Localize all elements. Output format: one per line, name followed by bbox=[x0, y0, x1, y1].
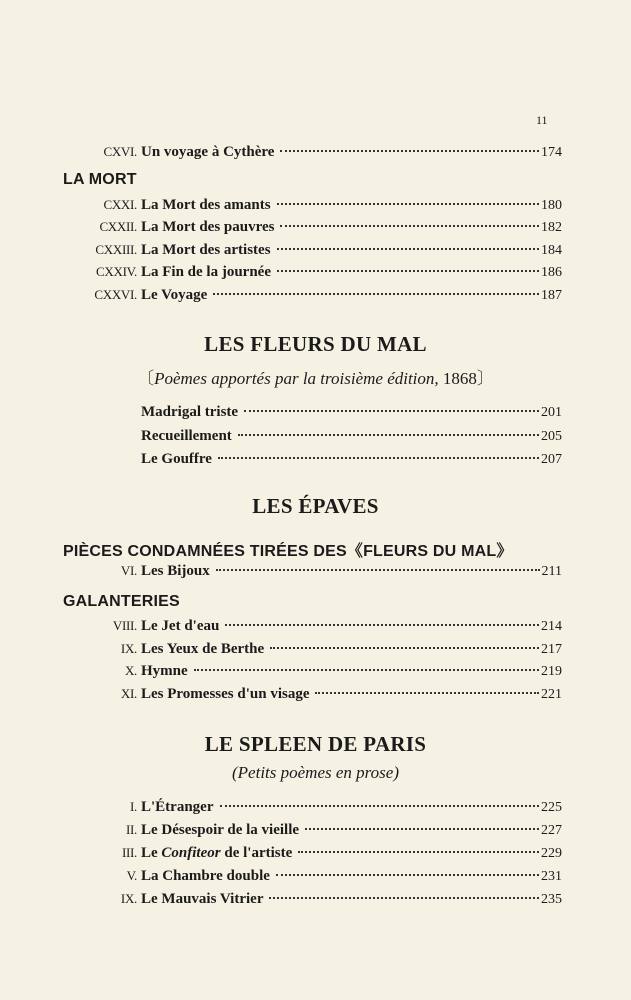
entry-title: La Mort des pauvres bbox=[141, 219, 275, 235]
entry-page: 180 bbox=[541, 198, 562, 213]
entry-title: Les Promesses d'un visage bbox=[141, 686, 310, 702]
section-heading-spleen-de-paris: LE SPLEEN DE PARIS bbox=[204, 732, 427, 756]
toc-entry bbox=[60, 264, 562, 286]
entry-page: 235 bbox=[541, 892, 562, 907]
entry-page: 207 bbox=[541, 452, 562, 467]
dot-leader bbox=[270, 647, 539, 649]
entry-title: Recueillement bbox=[141, 428, 232, 444]
entry-page: 201 bbox=[541, 405, 562, 420]
entry-title: Le Désespoir de la vieille bbox=[141, 822, 300, 838]
entry-page: 217 bbox=[541, 642, 562, 657]
entry-page: 231 bbox=[541, 869, 562, 884]
entry-number: V. bbox=[126, 868, 137, 883]
section-heading-la-mort: LA MORT bbox=[63, 171, 137, 188]
toc-entry bbox=[60, 242, 562, 264]
entry-page: 225 bbox=[541, 800, 562, 815]
toc-entry bbox=[60, 891, 562, 913]
entry-number: II. bbox=[125, 822, 137, 837]
entry-page: 205 bbox=[541, 429, 562, 444]
bracket-open: 〔 bbox=[137, 369, 155, 388]
entry-title: La Fin de la journée bbox=[141, 264, 271, 280]
entry-page: 221 bbox=[541, 687, 562, 702]
entry-number: VI. bbox=[120, 563, 137, 578]
dot-leader bbox=[225, 624, 539, 626]
entry-page: 214 bbox=[541, 619, 562, 634]
title-part: de l'artiste bbox=[220, 845, 293, 861]
entry-title: Le Mauvais Vitrier bbox=[141, 891, 264, 907]
entry-title: La Mort des amants bbox=[141, 197, 271, 213]
subtitle-text: Poèmes apportés par la troisième édition, bbox=[154, 369, 439, 388]
toc-entry bbox=[60, 799, 562, 821]
section-subtitle: (Petits poèmes en prose) bbox=[232, 763, 399, 782]
entry-number: VIII. bbox=[112, 618, 137, 633]
toc-entry bbox=[60, 663, 562, 685]
entry-page: 227 bbox=[541, 823, 562, 838]
entry-number: CXXIV. bbox=[96, 264, 137, 279]
entry-page: 229 bbox=[541, 846, 562, 861]
dot-leader bbox=[298, 851, 539, 853]
toc-entry bbox=[60, 686, 562, 708]
dot-leader bbox=[277, 270, 539, 272]
entry-title: La Chambre double bbox=[141, 868, 270, 884]
entry-title: L'Étranger bbox=[141, 799, 214, 815]
dot-leader bbox=[244, 410, 539, 412]
entry-page: 211 bbox=[541, 564, 562, 579]
dot-leader bbox=[277, 203, 539, 205]
subsection-heading-galanteries: GALANTERIES bbox=[63, 593, 180, 610]
dot-leader bbox=[276, 874, 539, 876]
subsection-heading-condamnees: PIÈCES CONDAMNÉES TIRÉES DES《FLEURS DU MAL》 bbox=[63, 543, 513, 560]
entry-number: CXXII. bbox=[99, 219, 137, 234]
dot-leader bbox=[194, 669, 539, 671]
entry-number: I. bbox=[130, 799, 137, 814]
entry-number: CXXVI. bbox=[94, 287, 137, 302]
entry-title: Le Gouffre bbox=[141, 451, 212, 467]
toc-entry bbox=[60, 845, 562, 867]
entry-page: 187 bbox=[541, 288, 562, 303]
bracket-close: 〕 bbox=[476, 369, 494, 388]
entry-title: Un voyage à Cythère bbox=[141, 144, 275, 160]
toc-entry bbox=[60, 451, 562, 473]
dot-leader bbox=[218, 457, 539, 459]
title-part: Le bbox=[141, 845, 162, 861]
entry-title: Les Yeux de Berthe bbox=[141, 641, 265, 657]
section-heading-epaves: LES ÉPAVES bbox=[252, 494, 379, 518]
entry-page: 182 bbox=[541, 220, 562, 235]
toc-entry bbox=[60, 219, 562, 241]
entry-title: La Mort des artistes bbox=[141, 242, 271, 258]
entry-number: IX. bbox=[120, 641, 137, 656]
title-italic-part: Confiteor bbox=[161, 845, 221, 861]
entry-title: Les Bijoux bbox=[141, 563, 210, 579]
toc-entry bbox=[60, 641, 562, 663]
page-number: 11 bbox=[536, 113, 548, 127]
entry-page: 219 bbox=[541, 664, 562, 679]
dot-leader bbox=[305, 828, 539, 830]
entry-number: CXVI. bbox=[103, 144, 137, 159]
dot-leader bbox=[216, 569, 540, 571]
toc-entry bbox=[60, 618, 562, 640]
dot-leader bbox=[220, 805, 540, 807]
entry-title: Madrigal triste bbox=[141, 404, 239, 420]
toc-entry bbox=[60, 868, 562, 890]
entry-number: XI. bbox=[120, 686, 137, 701]
dot-leader bbox=[280, 225, 539, 227]
section-heading-fleurs-du-mal: LES FLEURS DU MAL bbox=[204, 332, 427, 356]
toc-entry bbox=[60, 287, 562, 309]
toc-entry bbox=[60, 563, 562, 585]
entry-number: IX. bbox=[120, 891, 137, 906]
dot-leader bbox=[238, 434, 539, 436]
dot-leader bbox=[315, 692, 539, 694]
entry-title: Le Voyage bbox=[141, 287, 208, 303]
entry-title: Le Jet d'eau bbox=[141, 618, 220, 634]
section-subtitle bbox=[0, 364, 631, 389]
entry-page: 186 bbox=[541, 265, 562, 280]
dot-leader bbox=[213, 293, 539, 295]
entry-number: CXXI. bbox=[103, 197, 137, 212]
dot-leader bbox=[269, 897, 539, 899]
toc-entry bbox=[60, 197, 562, 219]
entry-number: III. bbox=[121, 845, 137, 860]
entry-title: Hymne bbox=[141, 663, 188, 679]
toc-entry bbox=[60, 404, 562, 426]
entry-page: 184 bbox=[541, 243, 562, 258]
toc-entry bbox=[60, 428, 562, 450]
entry-title bbox=[141, 845, 296, 862]
entry-number: X. bbox=[124, 663, 137, 678]
toc-entry bbox=[60, 822, 562, 844]
dot-leader bbox=[277, 248, 539, 250]
entry-page: 174 bbox=[541, 145, 562, 160]
subtitle-year: 1868 bbox=[438, 369, 477, 388]
toc-entry bbox=[60, 144, 562, 166]
dot-leader bbox=[280, 150, 539, 152]
entry-number: CXXIII. bbox=[95, 242, 137, 257]
